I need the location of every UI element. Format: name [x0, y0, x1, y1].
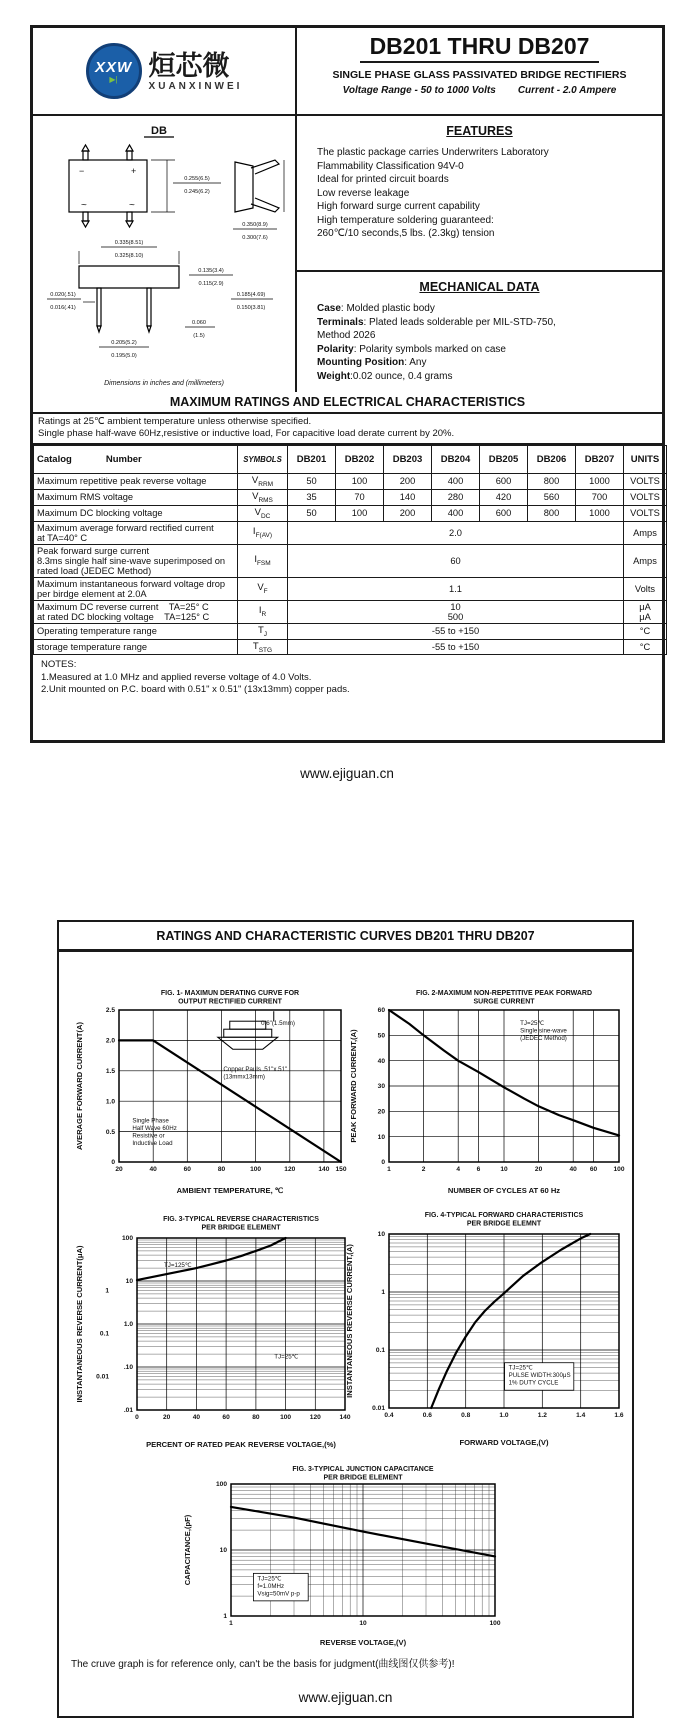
svg-text:50: 50 — [377, 1032, 385, 1040]
svg-text:60: 60 — [377, 1007, 385, 1015]
svg-text:0: 0 — [135, 1414, 139, 1421]
svg-text:TJ=25℃: TJ=25℃ — [257, 1575, 282, 1583]
ratings-table — [33, 445, 667, 655]
plus-mark: + — [131, 166, 137, 176]
feature-item: Low reverse leakage — [317, 187, 410, 199]
row-value: 800 — [528, 474, 576, 490]
row-units: VOLTS — [624, 474, 667, 490]
svg-text:AMBIENT TEMPERATURE, ℃: AMBIENT TEMPERATURE, ℃ — [176, 1186, 284, 1195]
svg-text:2.0: 2.0 — [105, 1037, 115, 1045]
ratings-conditions — [33, 414, 662, 445]
svg-text:140: 140 — [339, 1414, 351, 1421]
svg-text:1: 1 — [223, 1613, 227, 1621]
row-value: 2.0 — [288, 521, 624, 544]
mechanical-item: Terminals: Plated leads solderable per MIL-STD-750, — [317, 316, 556, 328]
svg-text:2.5: 2.5 — [105, 1007, 115, 1015]
svg-text:0.6"(1.5mm): 0.6"(1.5mm) — [261, 1020, 295, 1028]
mechanical-item: Case: Molded plastic body — [317, 303, 435, 314]
svg-text:PULSE WIDTH:300μS: PULSE WIDTH:300μS — [508, 1372, 571, 1380]
table-row — [34, 544, 667, 577]
row-value: 100 — [336, 474, 384, 490]
svg-text:120: 120 — [284, 1166, 296, 1173]
current-rating: Current - 2.0 Ampere — [517, 85, 617, 96]
content-row — [33, 116, 662, 392]
dim-pitch-max: 0.205(5.2) — [111, 340, 137, 346]
row-units: VOLTS — [624, 505, 667, 521]
svg-text:CAPACITANCE,(pF): CAPACITANCE,(pF) — [183, 1514, 192, 1586]
svg-text:FORWARD VOLTAGE,(V): FORWARD VOLTAGE,(V) — [459, 1438, 549, 1447]
svg-text:100: 100 — [280, 1414, 292, 1421]
feature-item: The plastic package carries Underwriters Laboratory — [317, 147, 549, 158]
svg-text:TJ=25℃: TJ=25℃ — [520, 1020, 545, 1028]
svg-text:2: 2 — [421, 1166, 426, 1173]
subtitle: SINGLE PHASE GLASS PASSIVATED BRIDGE RECTIFIERS — [332, 69, 627, 81]
col-part: DB205 — [480, 446, 528, 474]
voltage-range: Voltage Range - 50 to 1000 Volts — [342, 85, 496, 96]
dim-side-max: 0.350(8.9) — [242, 222, 268, 228]
svg-text:10: 10 — [219, 1547, 227, 1555]
svg-text:30: 30 — [377, 1083, 385, 1091]
row-value: 200 — [384, 505, 432, 521]
dim-leadwidth-min: 0.016(.41) — [50, 305, 76, 311]
range-line — [297, 85, 662, 96]
row-units: Amps — [624, 521, 667, 544]
dim-leadwidth-max: 0.020(.51) — [50, 292, 76, 298]
dim-body-min: 0.115(2.9) — [198, 281, 224, 287]
svg-text:0.8: 0.8 — [461, 1412, 471, 1419]
svg-text:PER BRIDGE ELEMNT: PER BRIDGE ELEMNT — [466, 1220, 542, 1228]
row-symbol: $I_{FSM}$ — [238, 544, 288, 577]
row-value: 50 — [288, 474, 336, 490]
svg-text:0: 0 — [111, 1159, 115, 1167]
row-units: Amps — [624, 544, 667, 577]
row-value: 140 — [384, 489, 432, 505]
svg-text:TJ=125℃: TJ=125℃ — [164, 1262, 192, 1270]
svg-text:PERCENT OF RATED PEAK REVERSE: PERCENT OF RATED PEAK REVERSE VOLTAGE,(%) — [146, 1440, 336, 1449]
svg-text:1: 1 — [229, 1620, 233, 1627]
row-parameter: Maximum RMS voltage — [34, 489, 238, 505]
svg-text:0.01: 0.01 — [372, 1405, 385, 1413]
row-symbol: $V_{RRM}$ — [238, 474, 288, 490]
row-symbol: $V_F$ — [238, 577, 288, 600]
table-row — [34, 489, 667, 505]
title-block — [295, 28, 662, 114]
note-item: 1.Measured at 1.0 MHz and applied reverse voltage of 4.0 Volts. — [41, 671, 312, 683]
row-units: Volts — [624, 577, 667, 600]
feature-item: 260℃/10 seconds,5 lbs. (2.3kg) tension — [317, 228, 495, 239]
row-units: °C — [624, 639, 667, 655]
fig5-chart — [181, 1462, 511, 1655]
row-symbol: $T_{STG}$ — [238, 639, 288, 655]
package-name: DB — [151, 125, 167, 137]
svg-text:1.2: 1.2 — [537, 1412, 547, 1419]
row-value: 1000 — [576, 505, 624, 521]
dim-pitch-min: 0.195(5.0) — [111, 353, 137, 359]
svg-text:NUMBER OF CYCLES AT 60 Hz: NUMBER OF CYCLES AT 60 Hz — [447, 1186, 561, 1195]
dim-lead-max: 0.185(4.69) — [236, 292, 266, 298]
svg-text:1.0: 1.0 — [499, 1412, 509, 1419]
website-footer: www.ejiguan.cn — [300, 766, 394, 781]
svg-text:10: 10 — [377, 1133, 385, 1141]
row-units: μA μA — [624, 600, 667, 623]
table-header-row — [34, 446, 667, 474]
svg-text:150: 150 — [335, 1166, 347, 1173]
page-title: DB201 THRU DB207 — [360, 33, 600, 63]
table-row — [34, 521, 667, 544]
page2 — [57, 920, 634, 1718]
svg-text:1.0: 1.0 — [123, 1321, 133, 1329]
svg-text:0.1: 0.1 — [99, 1330, 109, 1338]
svg-text:60: 60 — [589, 1166, 598, 1173]
table-row — [34, 474, 667, 490]
website-footer: www.ejiguan.cn — [298, 1690, 393, 1705]
package-outline-drawing — [39, 118, 289, 366]
svg-text:100: 100 — [121, 1235, 133, 1243]
svg-text:.10: .10 — [123, 1364, 133, 1372]
row-value: 50 — [288, 505, 336, 521]
logo — [33, 28, 295, 114]
reference-disclaimer: The cruve graph is for reference only, can't be the basis for judgment(曲线图仅供参考)! — [71, 1659, 455, 1670]
svg-text:0.1: 0.1 — [375, 1347, 385, 1355]
svg-text:FIG. 1- MAXIMUN DERATING CURVE: FIG. 1- MAXIMUN DERATING CURVE FOR — [160, 990, 300, 997]
svg-text:TJ=25℃: TJ=25℃ — [508, 1364, 533, 1372]
feature-item: High temperature soldering guaranteed: — [317, 214, 494, 226]
svg-text:60: 60 — [222, 1414, 230, 1421]
svg-text:10: 10 — [377, 1231, 385, 1239]
svg-text:20: 20 — [534, 1166, 543, 1173]
svg-text:(13mmx13mm): (13mmx13mm) — [223, 1073, 265, 1081]
svg-text:0: 0 — [381, 1159, 385, 1167]
svg-text:100: 100 — [489, 1620, 501, 1627]
logo-chinese-name: 烜芯微 — [148, 50, 230, 81]
svg-text:Single sine-wave: Single sine-wave — [520, 1027, 567, 1035]
note-item: 2.Unit mounted on P.C. board with 0.51" x 0.51" (13x13mm) copper pads. — [41, 684, 350, 696]
dim-width-min: 0.325(8.10) — [114, 253, 144, 259]
page1 — [30, 25, 665, 743]
svg-text:10: 10 — [125, 1278, 133, 1286]
svg-text:f=1.0MHz: f=1.0MHz — [257, 1582, 285, 1590]
dim-standoff-in: 0.060 — [192, 320, 206, 326]
svg-text:60: 60 — [183, 1166, 191, 1173]
fig2-chart — [347, 986, 631, 1203]
row-parameter: storage temperature range — [34, 639, 238, 655]
mechanical-item: Polarity: Polarity symbols marked on case — [317, 343, 506, 355]
fig3-chart — [73, 1212, 359, 1457]
svg-text:REVERSE VOLTAGE,(V): REVERSE VOLTAGE,(V) — [319, 1638, 407, 1647]
minus-mark: − — [79, 166, 85, 176]
svg-text:40: 40 — [377, 1057, 385, 1065]
row-value: 400 — [432, 505, 480, 521]
row-symbol: $I_{F(AV)}$ — [238, 521, 288, 544]
table-row — [34, 639, 667, 655]
row-value: 1.1 — [288, 577, 624, 600]
row-value: 700 — [576, 489, 624, 505]
mechanical-list — [307, 302, 652, 383]
svg-text:1.6: 1.6 — [614, 1412, 624, 1419]
svg-text:PER BRIDGE ELEMENT: PER BRIDGE ELEMENT — [323, 1474, 403, 1482]
svg-text:SURGE CURRENT: SURGE CURRENT — [473, 998, 535, 1006]
table-row — [34, 505, 667, 521]
logo-names — [149, 51, 243, 92]
curves-section-heading: RATINGS AND CHARACTERISTIC CURVES DB201 THRU DB207 — [59, 922, 632, 952]
notes-section — [33, 655, 662, 740]
row-parameter: Operating temperature range — [34, 623, 238, 639]
col-part: DB202 — [336, 446, 384, 474]
svg-text:FIG. 2-MAXIMUM NON-REPETITIVE: FIG. 2-MAXIMUM NON-REPETITIVE PEAK FORWARD — [415, 990, 593, 997]
svg-text:10: 10 — [359, 1620, 367, 1627]
svg-text:OUTPUT RECTIFIED CURRENT: OUTPUT RECTIFIED CURRENT — [178, 998, 282, 1006]
svg-text:1% DUTY CYCLE: 1% DUTY CYCLE — [508, 1379, 559, 1387]
row-value: 600 — [480, 505, 528, 521]
svg-text:.01: .01 — [123, 1407, 133, 1415]
mechanical-item: Weight:0.02 ounce, 0.4 grams — [317, 370, 453, 382]
features-heading: FEATURES — [446, 124, 513, 138]
svg-text:1: 1 — [381, 1289, 385, 1297]
fig4-chart — [343, 1208, 633, 1455]
logo-monogram: XXW — [94, 58, 133, 76]
col-part: DB207 — [576, 446, 624, 474]
svg-text:Half Wave 60Hz: Half Wave 60Hz — [132, 1124, 177, 1132]
svg-text:100: 100 — [250, 1166, 262, 1173]
logo-icon — [86, 43, 142, 99]
dim-body-max: 0.135(3.4) — [198, 268, 224, 274]
svg-text:40: 40 — [192, 1414, 201, 1421]
row-symbol: $V_{DC}$ — [238, 505, 288, 521]
row-value: 1000 — [576, 474, 624, 490]
svg-text:Single Phase: Single Phase — [132, 1117, 169, 1125]
row-value: 60 — [288, 544, 624, 577]
row-parameter: Maximum repetitive peak reverse voltage — [34, 474, 238, 490]
svg-text:INSTANTANEOUS REVERSE CURRENT(: INSTANTANEOUS REVERSE CURRENT(μA) — [75, 1245, 84, 1403]
feature-item: Flammability Classification 94V-0 — [317, 160, 464, 172]
svg-text:20: 20 — [163, 1414, 171, 1421]
row-units: VOLTS — [624, 489, 667, 505]
fig1-chart — [73, 986, 353, 1203]
svg-text:FIG. 3-TYPICAL REVERSE CHARACT: FIG. 3-TYPICAL REVERSE CHARACTERISTICS — [163, 1216, 319, 1223]
row-value: 560 — [528, 489, 576, 505]
svg-text:80: 80 — [252, 1414, 260, 1421]
svg-text:0.01: 0.01 — [96, 1373, 109, 1381]
dim-height-min: 0.245(6.2) — [184, 189, 210, 195]
notes-list — [41, 672, 654, 697]
features-section — [297, 116, 662, 272]
header — [33, 28, 662, 116]
svg-text:AVERAGE FORWARD CURRENT(A): AVERAGE FORWARD CURRENT(A) — [75, 1022, 84, 1150]
table-row — [34, 577, 667, 600]
table-row — [34, 623, 667, 639]
row-value: 600 — [480, 474, 528, 490]
svg-text:4: 4 — [456, 1166, 461, 1173]
mechanical-heading: MECHANICAL DATA — [419, 280, 540, 294]
features-list — [307, 146, 652, 241]
row-parameter: Maximum DC reverse current TA=25° C at rated DC blocking voltage TA=125° C — [34, 600, 238, 623]
row-symbol: $T_J$ — [238, 623, 288, 639]
row-value: 800 — [528, 505, 576, 521]
table-row — [34, 600, 667, 623]
row-symbol: $I_R$ — [238, 600, 288, 623]
row-value: -55 to +150 — [288, 639, 624, 655]
ratings-section-heading: MAXIMUM RATINGS AND ELECTRICAL CHARACTERISTICS — [33, 392, 662, 414]
mechanical-data-section — [297, 272, 662, 392]
dim-side-min: 0.300(7.6) — [242, 235, 268, 241]
svg-text:1: 1 — [105, 1287, 109, 1295]
logo-latin-name: XUANXINWEI — [148, 80, 243, 92]
dim-lead-min: 0.150(3.81) — [236, 305, 266, 311]
svg-text:100: 100 — [215, 1481, 227, 1489]
svg-text:PEAK FORWARD CURRENT,(A): PEAK FORWARD CURRENT,(A) — [349, 1029, 358, 1143]
svg-text:Vsig=50mV p-p: Vsig=50mV p-p — [257, 1590, 300, 1598]
row-value: 420 — [480, 489, 528, 505]
ac-mark: ~ — [81, 200, 87, 211]
svg-text:1.5: 1.5 — [105, 1068, 115, 1075]
package-drawing-cell — [33, 116, 295, 392]
row-parameter: Peak forward surge current 8.3ms single half sine-wave superimposed on rated load (JEDEC Method) — [34, 544, 238, 577]
row-parameter: Maximum instantaneous forward voltage drop per birdge element at 2.0A — [34, 577, 238, 600]
svg-text:0.4: 0.4 — [384, 1412, 394, 1419]
package-caption: Dimensions in inches and (millimeters) — [104, 380, 224, 387]
svg-text:Resistive or: Resistive or — [132, 1132, 165, 1140]
svg-text:40: 40 — [569, 1166, 577, 1173]
svg-text:FIG. 3-TYPICAL JUNCTION CAPACI: FIG. 3-TYPICAL JUNCTION CAPACITANCE — [292, 1466, 434, 1473]
col-part: DB201 — [288, 446, 336, 474]
mechanical-item: Mounting Position: Any — [317, 357, 427, 368]
col-part: DB203 — [384, 446, 432, 474]
svg-text:20: 20 — [377, 1108, 385, 1116]
row-value: 280 — [432, 489, 480, 505]
col-symbols: SYMBOLS — [238, 446, 288, 474]
row-value: 400 — [432, 474, 480, 490]
svg-text:INSTANTANEOUS REVERSE CURRENT,: INSTANTANEOUS REVERSE CURRENT,(A) — [345, 1244, 354, 1398]
svg-text:1: 1 — [387, 1166, 391, 1173]
row-value: 200 — [384, 474, 432, 490]
right-column — [295, 116, 662, 392]
col-units: UNITS — [624, 446, 667, 474]
ratings-condition-2: Single phase half-wave 60Hz,resistive or inductive load, For capacitive load derate current by 20%. — [38, 428, 455, 439]
row-value: 70 — [336, 489, 384, 505]
svg-text:(JEDEC Method): (JEDEC Method) — [520, 1035, 567, 1043]
svg-text:1.0: 1.0 — [105, 1098, 115, 1106]
row-value: 100 — [336, 505, 384, 521]
svg-text:Copper Pauls .51"x.51": Copper Pauls .51"x.51" — [223, 1065, 288, 1073]
col-part: DB206 — [528, 446, 576, 474]
row-value: 10 500 — [288, 600, 624, 623]
row-units: °C — [624, 623, 667, 639]
col-part: DB204 — [432, 446, 480, 474]
svg-text:80: 80 — [217, 1166, 226, 1173]
svg-text:40: 40 — [149, 1166, 157, 1173]
svg-text:Inductive Load: Inductive Load — [132, 1139, 173, 1147]
notes-heading: NOTES: — [41, 659, 77, 671]
svg-text:TJ=25℃: TJ=25℃ — [274, 1353, 299, 1361]
row-value: 35 — [288, 489, 336, 505]
svg-text:120: 120 — [309, 1414, 321, 1421]
row-value: -55 to +150 — [288, 623, 624, 639]
dim-height-max: 0.255(6.5) — [184, 176, 210, 182]
svg-text:10: 10 — [500, 1166, 508, 1173]
feature-item: High forward surge current capability — [317, 201, 480, 212]
mechanical-item: Method 2026 — [317, 330, 376, 341]
dim-standoff-mm: (1.5) — [193, 333, 205, 339]
row-parameter: Maximum average forward rectified current at TA=40° C — [34, 521, 238, 544]
svg-text:6: 6 — [476, 1166, 481, 1173]
feature-item: Ideal for printed circuit boards — [317, 174, 449, 185]
svg-text:PER BRIDGE ELEMENT: PER BRIDGE ELEMENT — [201, 1224, 281, 1232]
svg-text:20: 20 — [115, 1166, 123, 1173]
svg-text:140: 140 — [318, 1166, 330, 1173]
col-catalog: Catalog Number — [34, 446, 238, 474]
svg-text:1.4: 1.4 — [576, 1412, 586, 1419]
svg-text:FIG. 4-TYPICAL FORWARD CHARACT: FIG. 4-TYPICAL FORWARD CHARACTERISTICS — [424, 1212, 584, 1219]
svg-text:0.5: 0.5 — [105, 1128, 115, 1136]
dim-width-max: 0.335(8.51) — [114, 240, 144, 246]
row-symbol: $V_{RMS}$ — [238, 489, 288, 505]
svg-text:100: 100 — [613, 1166, 625, 1173]
ratings-condition-1: Ratings at 25℃ ambient temperature unless otherwise specified. — [38, 416, 312, 427]
row-parameter: Maximum DC blocking voltage — [34, 505, 238, 521]
svg-text:0.6: 0.6 — [422, 1412, 432, 1419]
diode-icon: ▶| — [109, 74, 118, 84]
ac-mark: ~ — [129, 200, 135, 211]
